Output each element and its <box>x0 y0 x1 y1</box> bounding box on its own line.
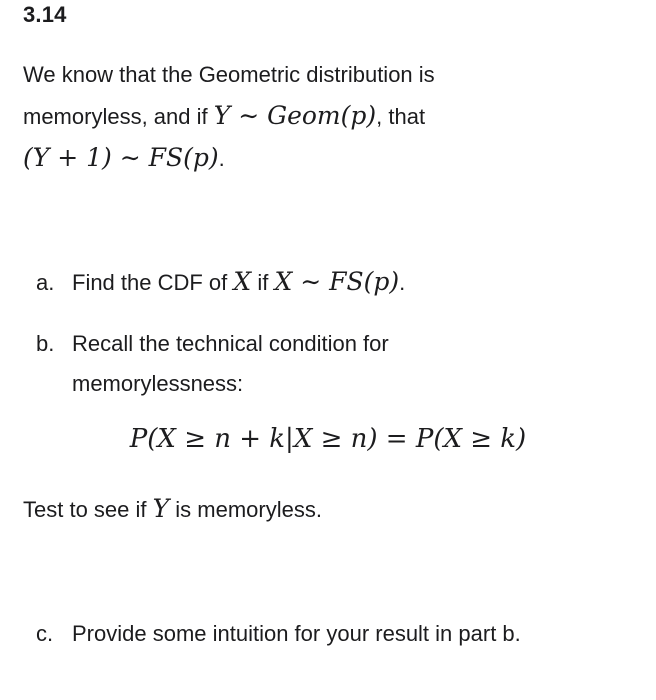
memoryless-equation <box>0 424 656 454</box>
part-a-math-fs: X ∼ FS(p) <box>274 267 400 296</box>
part-c-marker: c. <box>36 621 54 646</box>
fs-distribution-math: (Y + 1) ∼ FS(p) <box>23 143 219 172</box>
part-a-marker: a. <box>36 270 55 295</box>
part-b-line-2: memorylessness: <box>72 371 244 396</box>
intro-line-2-tail: , that <box>376 104 426 129</box>
part-a-math-x: X <box>233 267 252 296</box>
part-b-test <box>23 489 322 530</box>
memoryless-equation-text: P(X ≥ n + k|X ≥ n) = P(X ≥ k) <box>129 424 527 454</box>
part-b-test-math: Y <box>152 494 170 523</box>
part-a-mid: if <box>257 270 269 295</box>
problem-number: 3.14 <box>23 2 67 27</box>
part-a-tail: . <box>399 270 406 295</box>
intro-line-3-tail: . <box>218 146 225 171</box>
part-b <box>36 324 389 404</box>
part-b-test-tail: is memoryless. <box>175 497 322 522</box>
intro-line-1 <box>23 55 435 95</box>
intro-line-1-text: We know that the Geometric distribution is <box>23 62 435 87</box>
part-b-test-text: Test to see if <box>23 497 147 522</box>
part-a-text: Find the CDF of <box>72 270 228 295</box>
intro-line-3 <box>23 138 225 179</box>
intro-line-2-text: memoryless, and if <box>23 104 208 129</box>
part-a <box>36 262 405 303</box>
geom-distribution-math: Y ∼ Geom(p) <box>213 101 377 130</box>
part-b-marker: b. <box>36 331 55 356</box>
part-b-line-1: Recall the technical condition for <box>72 331 389 356</box>
part-c-text: Provide some intuition for your result in part b. <box>72 621 521 646</box>
part-c <box>36 614 521 654</box>
intro-line-2 <box>23 96 425 137</box>
